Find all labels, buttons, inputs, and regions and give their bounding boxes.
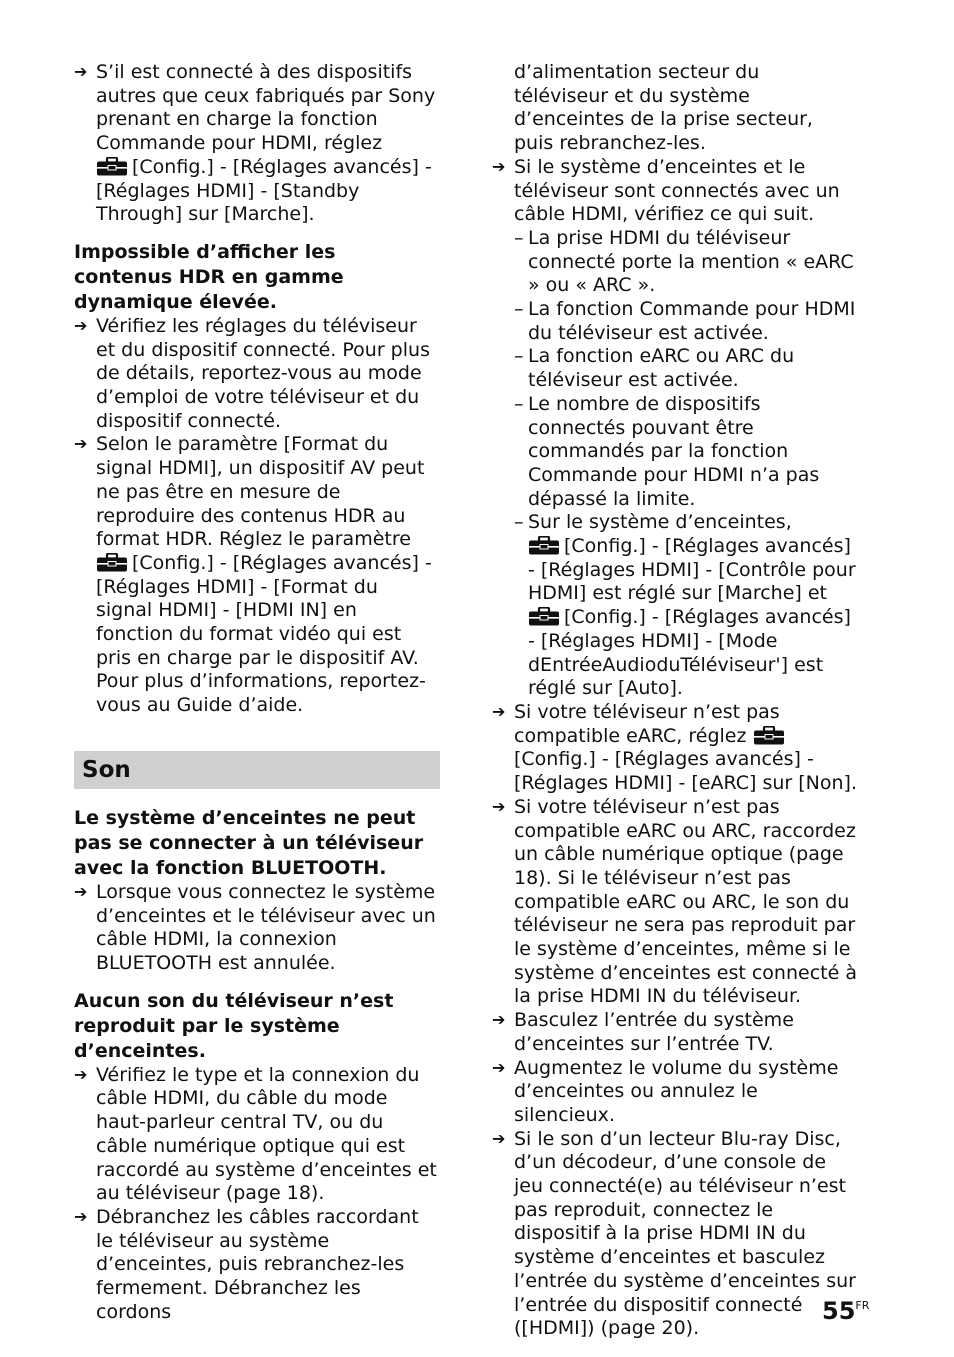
list-item bbox=[492, 1009, 858, 1056]
list-item bbox=[74, 61, 440, 227]
page-number-value: 55 bbox=[822, 1297, 856, 1325]
dash-text: [Config.] - [Réglages avancés] - [Réglages HDMI] - [Contrôle pour HDMI] est réglé sur [Marche] et bbox=[528, 535, 856, 605]
dash-item bbox=[492, 345, 858, 392]
dash-text: Le nombre de dispositifs connectés pouvant être commandés par la fonction Commande pour HDMI n’a pas dépassé la limite. bbox=[528, 392, 820, 510]
toolbox-icon bbox=[528, 536, 560, 555]
arrow-right-icon: ➔ bbox=[492, 1128, 506, 1148]
toolbox-icon bbox=[528, 607, 560, 626]
list-item bbox=[74, 315, 440, 434]
paragraph-text: Si le son d’un lecteur Blu-ray Disc, d’un décodeur, d’une console de jeu connecté(e) au téléviseur n’est pas reproduit, connectez le dispositif à la prise HDMI IN du système d’enceintes et basculez l’entrée du système d’enceintes sur l’entrée du dispositif connecté ([HDMI]) (page 20). bbox=[514, 1127, 856, 1340]
arrow-right-icon: ➔ bbox=[492, 796, 506, 816]
toolbox-icon bbox=[753, 726, 785, 745]
paragraph-text: Augmentez le volume du système d’enceintes ou annulez le silencieux. bbox=[514, 1056, 839, 1126]
dash-text: La prise HDMI du téléviseur connecté porte la mention « eARC » ou « ARC ». bbox=[528, 226, 854, 297]
dash-text: [Config.] - [Réglages avancés] - [Réglages HDMI] - [Mode dEntréeAudioduTéléviseur'] est réglé sur [Auto]. bbox=[528, 606, 851, 700]
troubleshoot-heading: Aucun son du téléviseur n’est reproduit par le système d’enceintes. bbox=[74, 989, 394, 1062]
list-item bbox=[492, 796, 858, 1009]
list-item bbox=[492, 1057, 858, 1128]
left-column bbox=[74, 61, 440, 1324]
arrow-right-icon: ➔ bbox=[492, 1057, 506, 1077]
arrow-right-icon: ➔ bbox=[74, 1206, 88, 1226]
list-item bbox=[492, 1128, 858, 1341]
arrow-right-icon: ➔ bbox=[492, 701, 506, 721]
list-item bbox=[74, 881, 440, 976]
dash-glyph: – bbox=[514, 226, 524, 249]
troubleshoot-heading: Le système d’enceintes ne peut pas se connecter à un téléviseur avec la fonction BLUETOOTH. bbox=[74, 806, 424, 879]
paragraph-text: Vérifiez le type et la connexion du câble HDMI, du câble du mode haut-parleur central TV, ou du câble numérique optique qui est raccordé au système d’enceintes et au téléviseur (page 18). bbox=[96, 1063, 437, 1205]
page-number bbox=[822, 1294, 869, 1326]
list-item bbox=[492, 156, 858, 227]
dash-text: La fonction eARC ou ARC du téléviseur est activée. bbox=[528, 345, 795, 392]
paragraph-text: Si votre téléviseur n’est pas compatible eARC, réglez bbox=[514, 700, 780, 747]
paragraph-text: S’il est connecté à des dispositifs autres que ceux fabriqués par Sony prenant en charge la fonction Commande pour HDMI, réglez bbox=[96, 61, 436, 155]
dash-text: La fonction Commande pour HDMI du téléviseur est activée. bbox=[528, 298, 856, 344]
paragraph-continuation: d’alimentation secteur du téléviseur et du système d’enceintes de la prise secteur, puis rebranchez-les. bbox=[514, 61, 813, 155]
paragraph-text: Si le système d’enceintes et le téléviseur sont connectés avec un câble HDMI, vérifiez ce qui suit. bbox=[514, 155, 840, 226]
dash-text: Sur le système d’enceintes, bbox=[528, 511, 792, 534]
dash-glyph: – bbox=[514, 392, 524, 415]
arrow-right-icon: ➔ bbox=[74, 62, 88, 81]
arrow-right-icon: ➔ bbox=[74, 1064, 88, 1084]
dash-item bbox=[492, 393, 858, 512]
arrow-right-icon: ➔ bbox=[492, 156, 506, 176]
arrow-right-icon: ➔ bbox=[74, 434, 88, 454]
arrow-right-icon: ➔ bbox=[74, 315, 88, 335]
toolbox-icon bbox=[96, 157, 128, 176]
paragraph-text: Si votre téléviseur n’est pas compatible eARC ou ARC, raccordez un câble numérique optique (page 18). Si le téléviseur n’est pas compatible eARC ou ARC, le son du téléviseur ne sera pas reproduit par le système d’enceintes, même si le système d’enceintes est connecté à la prise HDMI IN du téléviseur. bbox=[514, 795, 857, 1008]
dash-item bbox=[492, 511, 858, 701]
paragraph-text: Selon le paramètre [Format du signal HDMI], un dispositif AV peut ne pas être en mesure de reproduire des contenus HDR au format HDR. Réglez le paramètre bbox=[96, 433, 425, 551]
arrow-right-icon: ➔ bbox=[74, 881, 88, 901]
arrow-right-icon: ➔ bbox=[492, 1010, 506, 1030]
dash-glyph: – bbox=[514, 345, 524, 368]
list-item bbox=[492, 701, 858, 796]
list-item bbox=[74, 1064, 440, 1206]
dash-item bbox=[492, 298, 858, 345]
dash-item bbox=[492, 227, 858, 298]
troubleshoot-heading: Impossible d’afficher les contenus HDR en gamme dynamique élevée. bbox=[74, 240, 344, 313]
list-item bbox=[74, 1206, 440, 1325]
toolbox-icon bbox=[96, 553, 128, 572]
right-column bbox=[492, 61, 858, 1341]
paragraph-text: [Config.] - [Réglages avancés] - [Réglages HDMI] - [Format du signal HDMI] - [HDMI IN] en fonction du format vidéo qui est pris en charge par le dispositif AV. Pour plus d’informations, reportez-vous au Guide d’aide. bbox=[96, 551, 432, 717]
section-title: Son bbox=[74, 751, 440, 789]
page-language: FR bbox=[855, 1299, 870, 1312]
paragraph-text: [Config.] - [Réglages avancés] - [Réglages HDMI] - [eARC] sur [Non]. bbox=[514, 748, 857, 795]
paragraph-text: Vérifiez les réglages du téléviseur et du dispositif connecté. Pour plus de détails, reportez-vous au mode d’emploi de votre téléviseur et du dispositif connecté. bbox=[96, 314, 430, 432]
dash-glyph: – bbox=[514, 298, 524, 321]
list-item bbox=[74, 433, 440, 717]
paragraph-text: Débranchez les câbles raccordant le téléviseur au système d’enceintes, puis rebranchez-les fermement. Débranchez les cordons bbox=[96, 1205, 419, 1323]
paragraph-text: [Config.] - [Réglages avancés] - [Réglages HDMI] - [Standby Through] sur [Marche]. bbox=[96, 155, 432, 226]
paragraph-text: Lorsque vous connectez le système d’enceintes et le téléviseur avec un câble HDMI, la connexion BLUETOOTH est annulée. bbox=[96, 880, 436, 974]
dash-glyph: – bbox=[514, 511, 524, 534]
paragraph-text: Basculez l’entrée du système d’enceintes sur l’entrée TV. bbox=[514, 1009, 794, 1055]
